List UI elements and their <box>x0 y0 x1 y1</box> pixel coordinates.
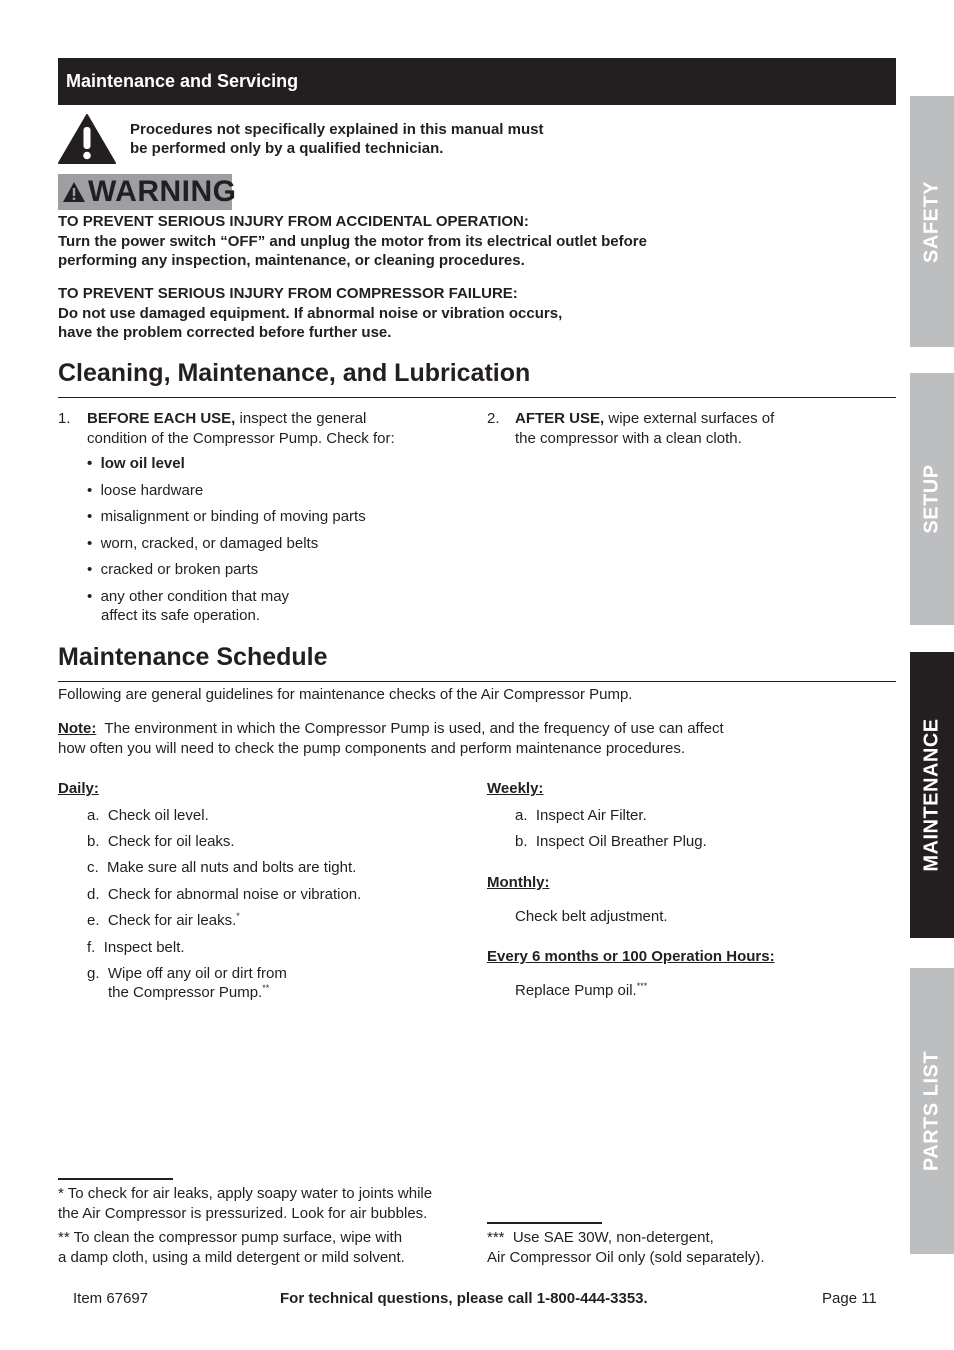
list-item: • worn, cracked, or damaged belts <box>87 535 319 552</box>
footnote-3: *** Use SAE 30W, non-detergent, Air Compressor Oil only (sold separately). <box>487 1229 765 1266</box>
list-item: b. Inspect Oil Breather Plug. <box>515 833 707 850</box>
before-each-use-text: BEFORE EACH USE, inspect the general condition of the Compressor Pump. Check for: <box>87 410 395 447</box>
schedule-intro: Following are general guidelines for maintenance checks of the Air Compressor Pump. <box>58 686 633 703</box>
list-item: e. Check for air leaks.* <box>87 911 240 929</box>
caution-text: Procedures not specifically explained in this manual must be performed only by a qualified technician. <box>130 121 544 157</box>
schedule-heading: Maintenance Schedule <box>58 643 328 671</box>
six-months-text: Replace Pump oil.*** <box>515 981 648 999</box>
list-item: c. Make sure all nuts and bolts are tight. <box>87 859 357 876</box>
item-number: 2. <box>487 410 500 427</box>
note-label: Note: <box>58 720 97 737</box>
list-item: • low oil level <box>87 455 185 472</box>
list-item: • cracked or broken parts <box>87 561 259 578</box>
heading-rule <box>58 681 896 682</box>
footnote-2: ** To clean the compressor pump surface, wipe with a damp cloth, using a mild detergent or mild solvent. <box>58 1229 405 1266</box>
six-months-label: Every 6 months or 100 Operation Hours: <box>487 948 775 965</box>
list-item: b. Check for oil leaks. <box>87 833 235 850</box>
list-item: d. Check for abnormal noise or vibration. <box>87 886 362 903</box>
warning-triangle-icon <box>57 113 117 165</box>
footnote-rule <box>58 1178 173 1180</box>
warning-triangle-small-icon <box>62 181 86 203</box>
warning-badge: WARNING <box>58 174 232 210</box>
list-item: a. Inspect Air Filter. <box>515 807 647 824</box>
item-number: 1. <box>58 410 71 427</box>
list-item: • loose hardware <box>87 482 204 499</box>
weekly-label: Weekly: <box>487 780 544 797</box>
list-item: • any other condition that may <box>87 588 290 605</box>
tab-parts-list[interactable]: PARTS LIST <box>910 968 954 1254</box>
heading-rule <box>58 397 896 398</box>
footer-phone: For technical questions, please call 1-800-444-3353. <box>280 1290 648 1307</box>
warning-paragraph-1: TO PREVENT SERIOUS INJURY FROM ACCIDENTAL OPERATION: Turn the power switch “OFF” and unplug the motor from its electrical outlet before performing any inspection, maintenance, or cleaning procedures. <box>58 213 647 269</box>
list-item-continuation: the Compressor Pump.** <box>108 983 270 1001</box>
list-item: g. Wipe off any oil or dirt from <box>87 965 287 982</box>
cleaning-heading: Cleaning, Maintenance, and Lubrication <box>58 359 531 387</box>
list-item: a. Check oil level. <box>87 807 209 824</box>
monthly-label: Monthly: <box>487 874 550 891</box>
list-item: f. Inspect belt. <box>87 939 185 956</box>
footnote-1: * To check for air leaks, apply soapy water to joints while the Air Compressor is pressurized. Look for air bubbles. <box>58 1185 433 1222</box>
warning-paragraph-2: TO PREVENT SERIOUS INJURY FROM COMPRESSOR FAILURE: Do not use damaged equipment. If abnormal noise or vibration occurs, have the problem corrected before further use. <box>58 285 563 341</box>
after-use-text: AFTER USE, wipe external surfaces of the compressor with a clean cloth. <box>515 410 775 447</box>
schedule-note: Note: The environment in which the Compressor Pump is used, and the frequency of use can affect how often you will need to check the pump components and perform maintenance procedures. <box>58 720 724 757</box>
footer-page-number: Page 11 <box>822 1290 877 1307</box>
section-header: Maintenance and Servicing <box>58 58 896 105</box>
tab-safety[interactable]: SAFETY <box>910 96 954 347</box>
list-item-continuation: affect its safe operation. <box>101 607 260 624</box>
list-item: • misalignment or binding of moving parts <box>87 508 366 525</box>
daily-label: Daily: <box>58 780 99 797</box>
tab-setup[interactable]: SETUP <box>910 373 954 625</box>
monthly-text: Check belt adjustment. <box>515 908 668 925</box>
footer-item-number: Item 67697 <box>73 1290 149 1307</box>
footnote-rule <box>487 1222 602 1224</box>
tab-maintenance[interactable]: MAINTENANCE <box>910 652 954 938</box>
